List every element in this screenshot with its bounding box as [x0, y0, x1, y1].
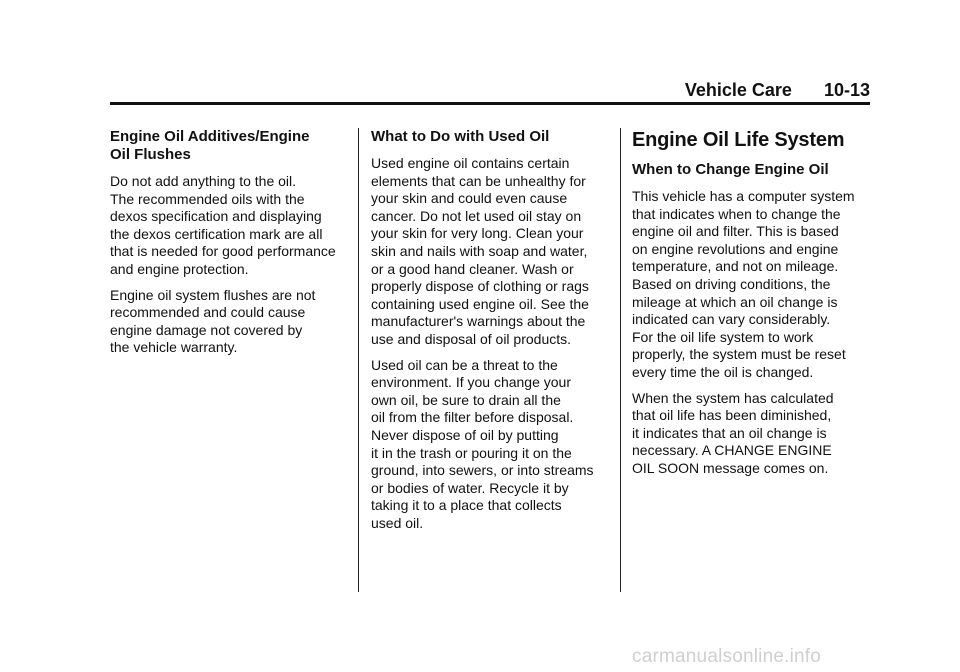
additives-paragraph-1: Do not add anything to the oil. The recommended oils with the dexos specification and displaying the dexos certification mark are all that is needed for good performance and engine protection.: [110, 173, 336, 277]
section-title: Vehicle Care: [684, 80, 792, 100]
column-additives: [110, 128, 346, 365]
additives-paragraph-2: Engine oil system flushes are not recommended and could cause engine damage not covered by the vehicle warranty.: [110, 286, 316, 356]
oil-life-system-title: Engine Oil Life System: [632, 129, 845, 151]
watermark: carmanualsonline.info: [632, 646, 822, 667]
used-oil-paragraph-1: Used engine oil contains certain elements that can be unhealthy for your skin and could even cause cancer. Do not let used oil stay on your skin for very long. Clean your skin and nails with soap and water, or a good hand cleaner. Wash or properly dispose of clothing or rags containing used engine oil. See the manufacturer's warnings about the use and disposal of oil products.: [371, 155, 589, 347]
column-oil-life-system: [632, 128, 872, 486]
additives-heading: Engine Oil Additives/Engine Oil Flushes: [110, 128, 310, 163]
oil-life-paragraph-2: When the system has calculated that oil life has been diminished, it indicates that an oil change is necessary. A CHANGE ENGINE OIL SOON message comes on.: [632, 389, 834, 476]
used-oil-paragraph-2: Used oil can be a threat to the environment. If you change your own oil, be sure to drain all the oil from the filter before disposal. Never dispose of oil by putting it in the trash or pouring it on the ground, into sewers, or into streams or bodies of water. Recycle it by taking it to a place that collects used oil.: [371, 356, 594, 531]
page-number: 10-13: [823, 80, 870, 100]
header-rule: [110, 102, 870, 105]
column-used-oil: [371, 128, 607, 540]
used-oil-heading: What to Do with Used Oil: [371, 128, 550, 145]
page-header: [685, 80, 870, 101]
when-to-change-heading: When to Change Engine Oil: [632, 161, 829, 178]
column-divider-1: [358, 128, 359, 592]
column-divider-2: [620, 128, 621, 592]
oil-life-paragraph-1: This vehicle has a computer system that indicates when to change the engine oil and filter. This is based on engine revolutions and engine temperature, and not on mileage. Based on driving conditions, the mileage at which an oil change is indicated can vary considerably. For the oil life system to work properly, the system must be reset every time the oil is changed.: [632, 188, 855, 380]
